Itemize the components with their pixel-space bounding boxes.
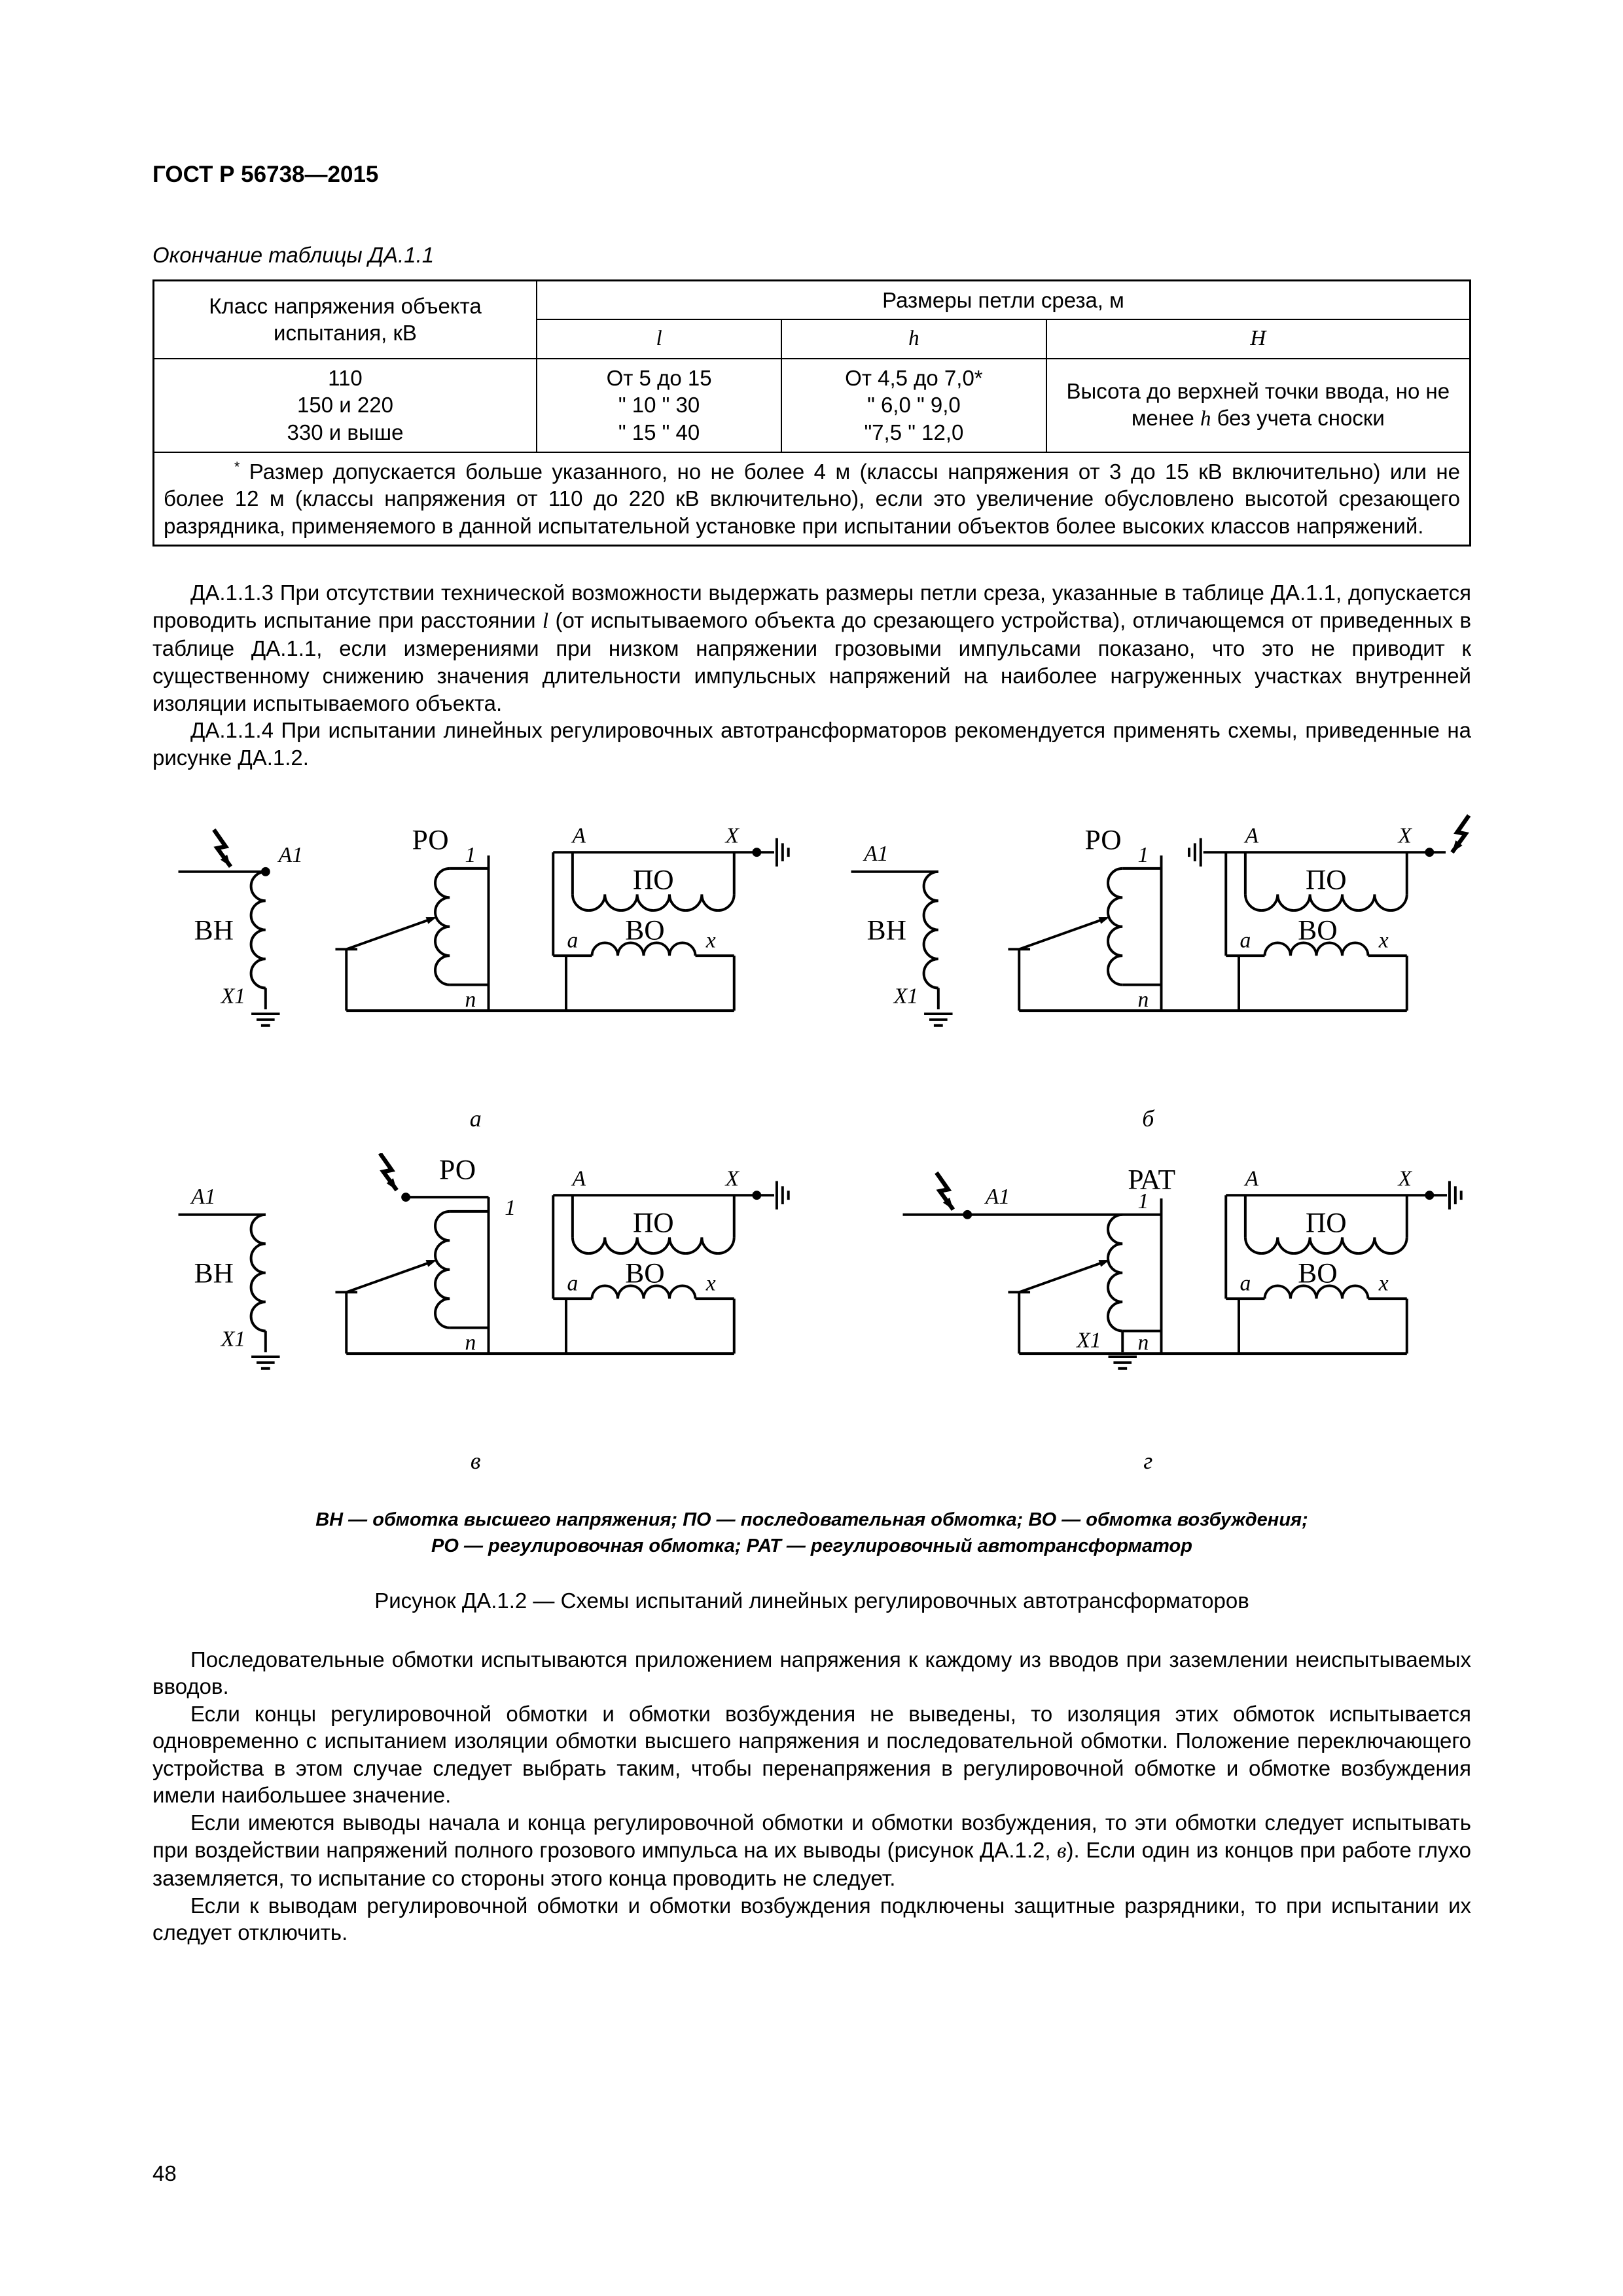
- figure-panel-v: [152, 1153, 799, 1477]
- label-po: ПО: [632, 1207, 674, 1239]
- rat-winding-coil: [1108, 1215, 1122, 1331]
- table-data-row: [154, 359, 1471, 452]
- label-a: a: [567, 1271, 579, 1296]
- terminal-dot: [401, 1193, 410, 1202]
- paragraph-series-windings: Последовательные обмотки испытываются приложением напряжения к каждому из вводов при заземлении неиспытываемых вводов.: [152, 1647, 1471, 1699]
- col-header-voltage-class: Класс напряжения объекта испытания, кВ: [154, 280, 537, 359]
- ground-icon: [777, 838, 789, 867]
- ground-icon: [1108, 1357, 1136, 1369]
- value-line: "7,5 " 12,0: [864, 420, 964, 444]
- label-A: A: [1244, 1166, 1258, 1191]
- label-vn: ВН: [194, 914, 234, 946]
- paragraph-winding-ends: Если концы регулировочной обмотки и обмотки возбуждения не выведены, то изоляция этих обмоток испытывается одновременно с испытанием изоляции обмотки высшего напряжения и последовательной обмотки. Положение переключающего устройства в этом случае следует выбрать таким, чтобы перенапряжения в регулировочной обмотке и обмотке возбуждения имели наибольшее значение.: [152, 1701, 1471, 1808]
- figure-caption: Рисунок ДА.1.2 — Схемы испытаний линейных регулировочных автотрансформаторов: [374, 1588, 1249, 1613]
- ro-winding-coil: [435, 1211, 450, 1328]
- label-x1: X1: [1076, 1328, 1101, 1353]
- figure-legend: [152, 1507, 1471, 1560]
- figure-panel-b: [825, 810, 1472, 1134]
- lightning-icon: [380, 1153, 397, 1190]
- footnote-text: * Размер допускается больше указанного, но не более 4 м (классы напряжения от 3 до 15 кВ включительно) или не более 12 м (классы напряжения от 110 до 220 кВ включительно), если это увеличение обусловлено высотой срезающего разрядника, применяемого в данной испытательной установке при испытании объектов более высоких классов напряжений.: [164, 458, 1460, 538]
- label-x: x: [705, 1271, 716, 1296]
- label-tap1: 1: [1137, 843, 1149, 868]
- terminal-dot: [963, 1210, 972, 1219]
- footnote-star: *: [234, 458, 240, 475]
- ground-icon: [924, 1014, 952, 1026]
- ro-winding-coil: [1108, 869, 1122, 985]
- panel-letter-a: а: [469, 1105, 482, 1132]
- circuit-diagram-v: [152, 1153, 799, 1444]
- label-a: a: [1239, 1271, 1251, 1296]
- label-a1: A1: [863, 842, 889, 867]
- panel-letter-g: г: [1143, 1448, 1153, 1475]
- figure-panel-a: [152, 810, 799, 1134]
- label-tap1: 1: [505, 1195, 516, 1220]
- ground-icon: [777, 1181, 789, 1210]
- label-vn: ВН: [866, 914, 906, 946]
- label-vo: ВО: [625, 914, 665, 946]
- value-line: " 10 " 30: [618, 393, 700, 418]
- closing-text-block: [152, 1646, 1471, 1946]
- legend-line-1: ВН — обмотка высшего напряжения; ПО — последовательная обмотка; ВО — обмотка возбуждения;: [315, 1509, 1308, 1530]
- paragraph-arresters: Если к выводам регулировочной обмотки и обмотки возбуждения подключены защитные разрядники, то при испытании их следует отключить.: [152, 1893, 1471, 1945]
- figure-panel-g: [825, 1153, 1472, 1477]
- label-ro: РО: [412, 824, 449, 856]
- label-vo: ВО: [625, 1257, 665, 1289]
- label-a: a: [567, 928, 579, 953]
- terminal-dot: [1425, 848, 1434, 857]
- label-A: A: [1244, 823, 1258, 848]
- label-vo: ВО: [1297, 1257, 1338, 1289]
- label-tapn: n: [1137, 1331, 1149, 1355]
- label-ro: РО: [1084, 824, 1122, 856]
- ground-icon: [1188, 838, 1200, 867]
- footnote-cell: [154, 452, 1471, 546]
- terminal-dot: [752, 848, 761, 857]
- label-tap1: 1: [1137, 1189, 1149, 1214]
- label-a1: A1: [278, 843, 303, 868]
- label-po: ПО: [1305, 1207, 1347, 1239]
- po-winding-coil: [573, 895, 734, 911]
- label-x1: X1: [221, 984, 246, 1009]
- circuit-diagram-a: [152, 810, 799, 1101]
- value-line: От 4,5 до 7,0*: [845, 365, 983, 390]
- legend-line-2: РО — регулировочная обмотка; РАТ — регулировочный автотрансформатор: [431, 1535, 1192, 1557]
- panel-letter-b: б: [1142, 1105, 1154, 1132]
- paragraph-da114: ДА.1.1.4 При испытании линейных регулировочных автотрансформаторов рекомендуется применять схемы, приведенные на рисунке ДА.1.2.: [152, 718, 1471, 770]
- value-line: От 5 до 15: [606, 365, 712, 390]
- value-line: 150 и 220: [297, 393, 393, 418]
- terminal-dot: [752, 1191, 761, 1200]
- po-winding-coil: [1245, 895, 1406, 911]
- label-tapn: n: [465, 988, 476, 1013]
- wires: [902, 1181, 1461, 1369]
- ground-icon: [251, 1014, 279, 1026]
- lightning-icon: [936, 1173, 953, 1210]
- terminal-dot: [1425, 1191, 1434, 1200]
- paragraph-full-impulse: Если имеются выводы начала и конца регулировочной обмотки и обмотки возбуждения, то эти обмотки следует испытывать при воздействии напряжений полного грозового импульса на их выводы (рисунок ДА.1.2, в). Если один из концов при работе глухо заземляется, то испытание со стороны этого конца проводить не следует.: [152, 1810, 1471, 1891]
- col-header-H: H: [1046, 319, 1471, 359]
- label-X: X: [1398, 823, 1412, 848]
- value-line: " 6,0 " 9,0: [867, 393, 961, 418]
- vn-winding-coil: [251, 1215, 266, 1331]
- ground-icon: [1449, 1181, 1461, 1210]
- label-vo: ВО: [1297, 914, 1338, 946]
- label-A: A: [572, 1166, 586, 1191]
- label-x: x: [705, 928, 716, 953]
- vn-winding-coil: [251, 872, 266, 988]
- value-line: 330 и выше: [287, 420, 404, 444]
- value-line: " 15 " 40: [618, 420, 700, 444]
- label-x1: X1: [893, 984, 918, 1009]
- ground-icon: [251, 1357, 279, 1369]
- lightning-icon: [1452, 816, 1469, 852]
- circuit-diagram-b: [825, 810, 1472, 1101]
- po-winding-coil: [1245, 1237, 1406, 1253]
- label-a1: A1: [985, 1185, 1010, 1210]
- paragraph-da113: ДА.1.1.3 При отсутствии технической возможности выдержать размеры петли среза, указанные в таблице ДА.1.1, допускается проводить испытание при расстоянии l (от испытываемого объекта до срезающего устройства), отличающемся от приведенных в таблице ДА.1.1, если измерениями при низком напряжении грозовыми импульсами показано, что это не приводит к существенному снижению значения длительности импульсных напряжений на наиболее нагруженных участках внутренней изоляции испытываемого объекта.: [152, 581, 1471, 715]
- label-vn: ВН: [194, 1257, 234, 1289]
- circuit-diagram-g: [825, 1153, 1472, 1444]
- wires: [179, 838, 789, 1026]
- label-x1: X1: [221, 1327, 246, 1352]
- cell-h-values: [781, 359, 1046, 452]
- table-continuation-caption: Окончание таблицы ДА.1.1: [152, 243, 435, 268]
- col-header-l: l: [537, 319, 781, 359]
- terminal-dot: [261, 867, 270, 876]
- col-group-header: Размеры петли среза, м: [537, 280, 1471, 319]
- clause-text-block: [152, 579, 1471, 771]
- label-A: A: [572, 823, 586, 848]
- label-tapn: n: [465, 1331, 476, 1355]
- label-x: x: [1378, 928, 1389, 953]
- label-ro: РО: [439, 1154, 476, 1186]
- page-number: 48: [152, 2161, 177, 2185]
- label-x: x: [1378, 1271, 1389, 1296]
- label-X: X: [725, 1166, 740, 1191]
- lightning-icon: [214, 830, 231, 867]
- document-number: ГОСТ Р 56738—2015: [152, 162, 379, 187]
- label-tap1: 1: [465, 843, 476, 868]
- vn-winding-coil: [923, 872, 938, 988]
- label-po: ПО: [1305, 864, 1347, 896]
- cell-voltage-classes: [154, 359, 537, 452]
- label-tapn: n: [1137, 988, 1149, 1013]
- col-header-h: h: [781, 319, 1046, 359]
- table-footnote-row: [154, 452, 1471, 546]
- cut-loop-sizes-table: [152, 279, 1471, 547]
- label-rat: РАТ: [1127, 1164, 1175, 1196]
- wires: [179, 1181, 789, 1369]
- panel-letter-v: в: [470, 1448, 481, 1475]
- table-header-row-1: [154, 280, 1471, 319]
- label-a1: A1: [191, 1185, 216, 1210]
- label-X: X: [725, 823, 740, 848]
- value-line: 110: [328, 365, 363, 390]
- tap-arrow-icon: [426, 917, 437, 924]
- label-X: X: [1398, 1166, 1412, 1191]
- tap-arrow-icon: [426, 1260, 437, 1267]
- ro-winding-coil: [435, 869, 450, 985]
- cell-l-values: [537, 359, 781, 452]
- figure-da12: [152, 810, 1471, 1476]
- po-winding-coil: [573, 1237, 734, 1253]
- label-a: a: [1239, 928, 1251, 953]
- cell-H-description: Высота до верхней точки ввода, но не менее h без учета сноски: [1046, 359, 1471, 452]
- label-po: ПО: [632, 864, 674, 896]
- tap-arrow-icon: [1098, 917, 1109, 924]
